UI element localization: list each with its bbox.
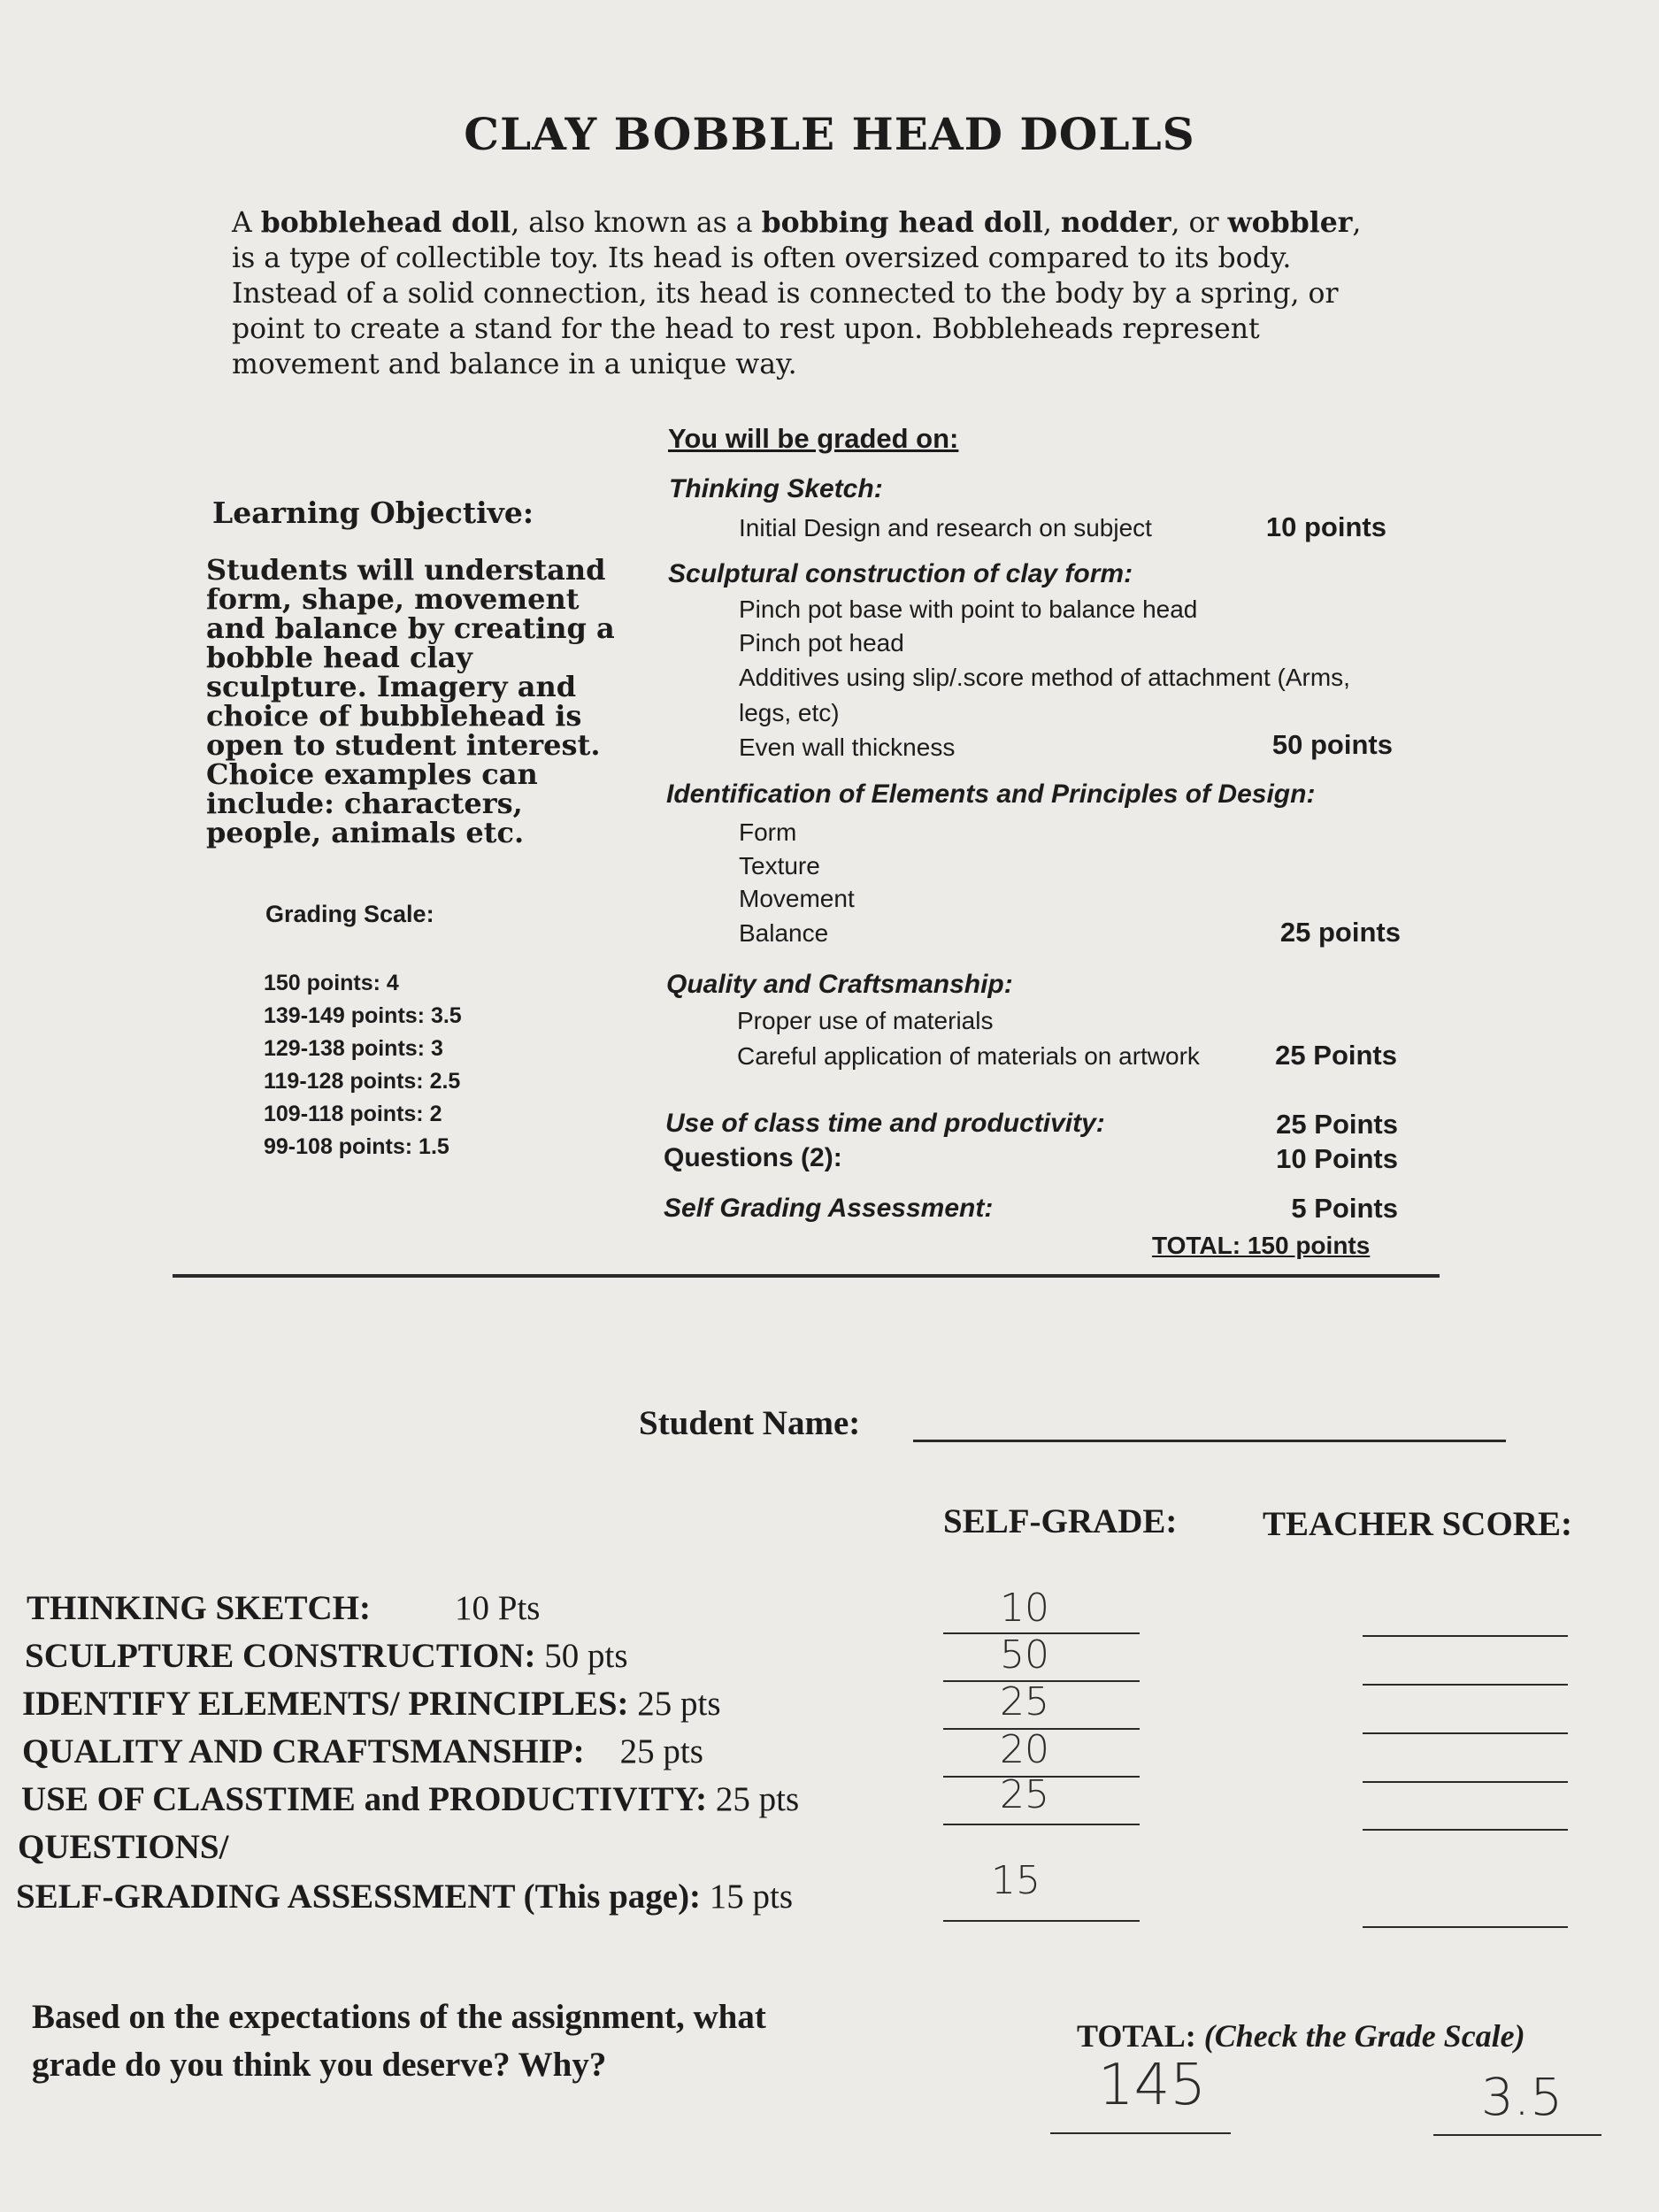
quality-item: Proper use of materials <box>737 1007 994 1034</box>
self-grade-line <box>943 1632 1140 1634</box>
total-label: TOTAL: (Check the Grade Scale) <box>1077 2018 1525 2054</box>
self-total-value[interactable]: 145 <box>1097 2053 1207 2118</box>
student-name-field[interactable] <box>913 1440 1506 1442</box>
rubric-row: SCULPTURE CONSTRUCTION: 50 pts <box>25 1637 628 1675</box>
sculptural-item: Pinch pot base with point to balance head <box>739 595 1198 623</box>
teacher-score-field[interactable] <box>1363 1635 1568 1637</box>
learning-objective-text: Students will understand form, shape, movement and balance by creating a bobble head clay sculpture. Imagery and choice of bubblehead is open to student interest. Choice examples can include: characters, people, animals etc. <box>206 553 615 849</box>
total-points: TOTAL: 150 points <box>1152 1232 1371 1259</box>
self-grading-heading: Self Grading Assessment: <box>664 1194 994 1223</box>
grading-scale-item: 150 points: 4 <box>264 971 399 995</box>
self-grade-line <box>943 1728 1140 1730</box>
self-grade-value[interactable]: 25 <box>1000 1679 1049 1724</box>
quality-points: 25 Points <box>1275 1040 1397 1071</box>
rubric-row: IDENTIFY ELEMENTS/ PRINCIPLES: 25 pts <box>22 1685 721 1723</box>
self-grading-points: 5 Points <box>1291 1193 1398 1224</box>
grading-scale-item: 99-108 points: 1.5 <box>264 1134 449 1159</box>
grade-value[interactable]: 3.5 <box>1480 2067 1563 2127</box>
self-grade-line <box>943 1776 1140 1778</box>
learning-objective-heading: Learning Objective: <box>212 495 534 530</box>
teacher-score-header: TEACHER SCORE: <box>1263 1505 1572 1543</box>
self-grade-line <box>943 1680 1140 1682</box>
thinking-sketch-heading: Thinking Sketch: <box>669 474 883 503</box>
elements-points: 25 points <box>1279 917 1401 948</box>
grading-scale-item: 109-118 points: 2 <box>264 1102 442 1126</box>
class-time-heading: Use of class time and productivity: <box>665 1109 1105 1138</box>
class-time-points: 25 Points <box>1276 1109 1398 1140</box>
rubric-row: SELF-GRADING ASSESSMENT (This page): 15 pts <box>16 1878 794 1916</box>
sculptural-heading: Sculptural construction of clay form: <box>668 559 1133 588</box>
grading-scale-item: 129-138 points: 3 <box>264 1036 443 1061</box>
self-grade-value[interactable]: 25 <box>1000 1772 1049 1817</box>
rubric-row: USE OF CLASSTIME and PRODUCTIVITY: 25 pts <box>21 1780 800 1818</box>
teacher-score-field[interactable] <box>1363 1684 1568 1686</box>
section-divider <box>173 1274 1440 1278</box>
self-grade-value[interactable]: 50 <box>1000 1632 1049 1678</box>
teacher-score-field[interactable] <box>1363 1926 1568 1928</box>
questions-points: 10 Points <box>1276 1143 1398 1174</box>
sculptural-item: Additives using slip/.score method of attachment (Arms, <box>739 664 1350 691</box>
grading-scale-list <box>264 967 462 1164</box>
sculptural-item: Even wall thickness <box>739 733 956 761</box>
self-grade-value[interactable]: 15 <box>991 1858 1041 1903</box>
intro-paragraph: A bobblehead doll, also known as a bobbing head doll, nodder, or wobbler, is a type of collectible toy. Its head is often oversized compared to its body. Instead of a solid connection, its head is connected to the body by a spring, or point to create a stand for the head to rest upon. Bobbleheads represent movement and balance in a unique way. <box>232 206 1362 380</box>
self-grade-value[interactable]: 20 <box>1000 1727 1049 1772</box>
sculptural-points: 50 points <box>1271 729 1393 760</box>
elements-item: Movement <box>739 885 855 912</box>
reflection-question: Based on the expectations of the assignment, what grade do you think you deserve? Why? <box>32 1998 766 2084</box>
self-grade-line <box>943 1824 1140 1825</box>
self-grade-value[interactable]: 10 <box>1000 1586 1049 1631</box>
self-grade-header: SELF-GRADE: <box>943 1502 1178 1540</box>
thinking-sketch-points: 10 points <box>1265 511 1386 542</box>
student-name-label: Student Name: <box>639 1404 861 1442</box>
elements-item: Texture <box>739 852 820 879</box>
graded-on-heading: You will be graded on: <box>668 423 959 454</box>
elements-item: Balance <box>739 919 829 947</box>
thinking-sketch-item: Initial Design and research on subject <box>739 514 1152 541</box>
rubric-row: QUALITY AND CRAFTSMANSHIP: 25 pts <box>22 1732 703 1770</box>
quality-heading: Quality and Craftsmanship: <box>666 970 1013 999</box>
quality-item: Careful application of materials on artwork <box>737 1042 1200 1070</box>
sculptural-item: Pinch pot head <box>739 629 904 657</box>
rubric-row: QUESTIONS/ <box>18 1828 229 1866</box>
sculptural-item: legs, etc) <box>739 699 840 726</box>
teacher-score-field[interactable] <box>1363 1829 1568 1831</box>
elements-item: Form <box>739 818 797 846</box>
page-title: CLAY BOBBLE HEAD DOLLS <box>464 108 1195 160</box>
grading-scale-item: 119-128 points: 2.5 <box>264 1069 461 1094</box>
grading-scale-heading: Grading Scale: <box>265 901 434 927</box>
grade-line <box>1433 2134 1601 2136</box>
teacher-score-field[interactable] <box>1363 1781 1568 1783</box>
questions-heading: Questions (2): <box>664 1143 842 1172</box>
self-grade-line <box>943 1920 1140 1922</box>
rubric-row: THINKING SKETCH: 10 Pts <box>27 1589 541 1627</box>
teacher-score-field[interactable] <box>1363 1732 1568 1734</box>
grading-scale-item: 139-149 points: 3.5 <box>264 1003 462 1028</box>
elements-heading: Identification of Elements and Principles of Design: <box>666 780 1316 809</box>
self-total-line <box>1050 2132 1231 2134</box>
